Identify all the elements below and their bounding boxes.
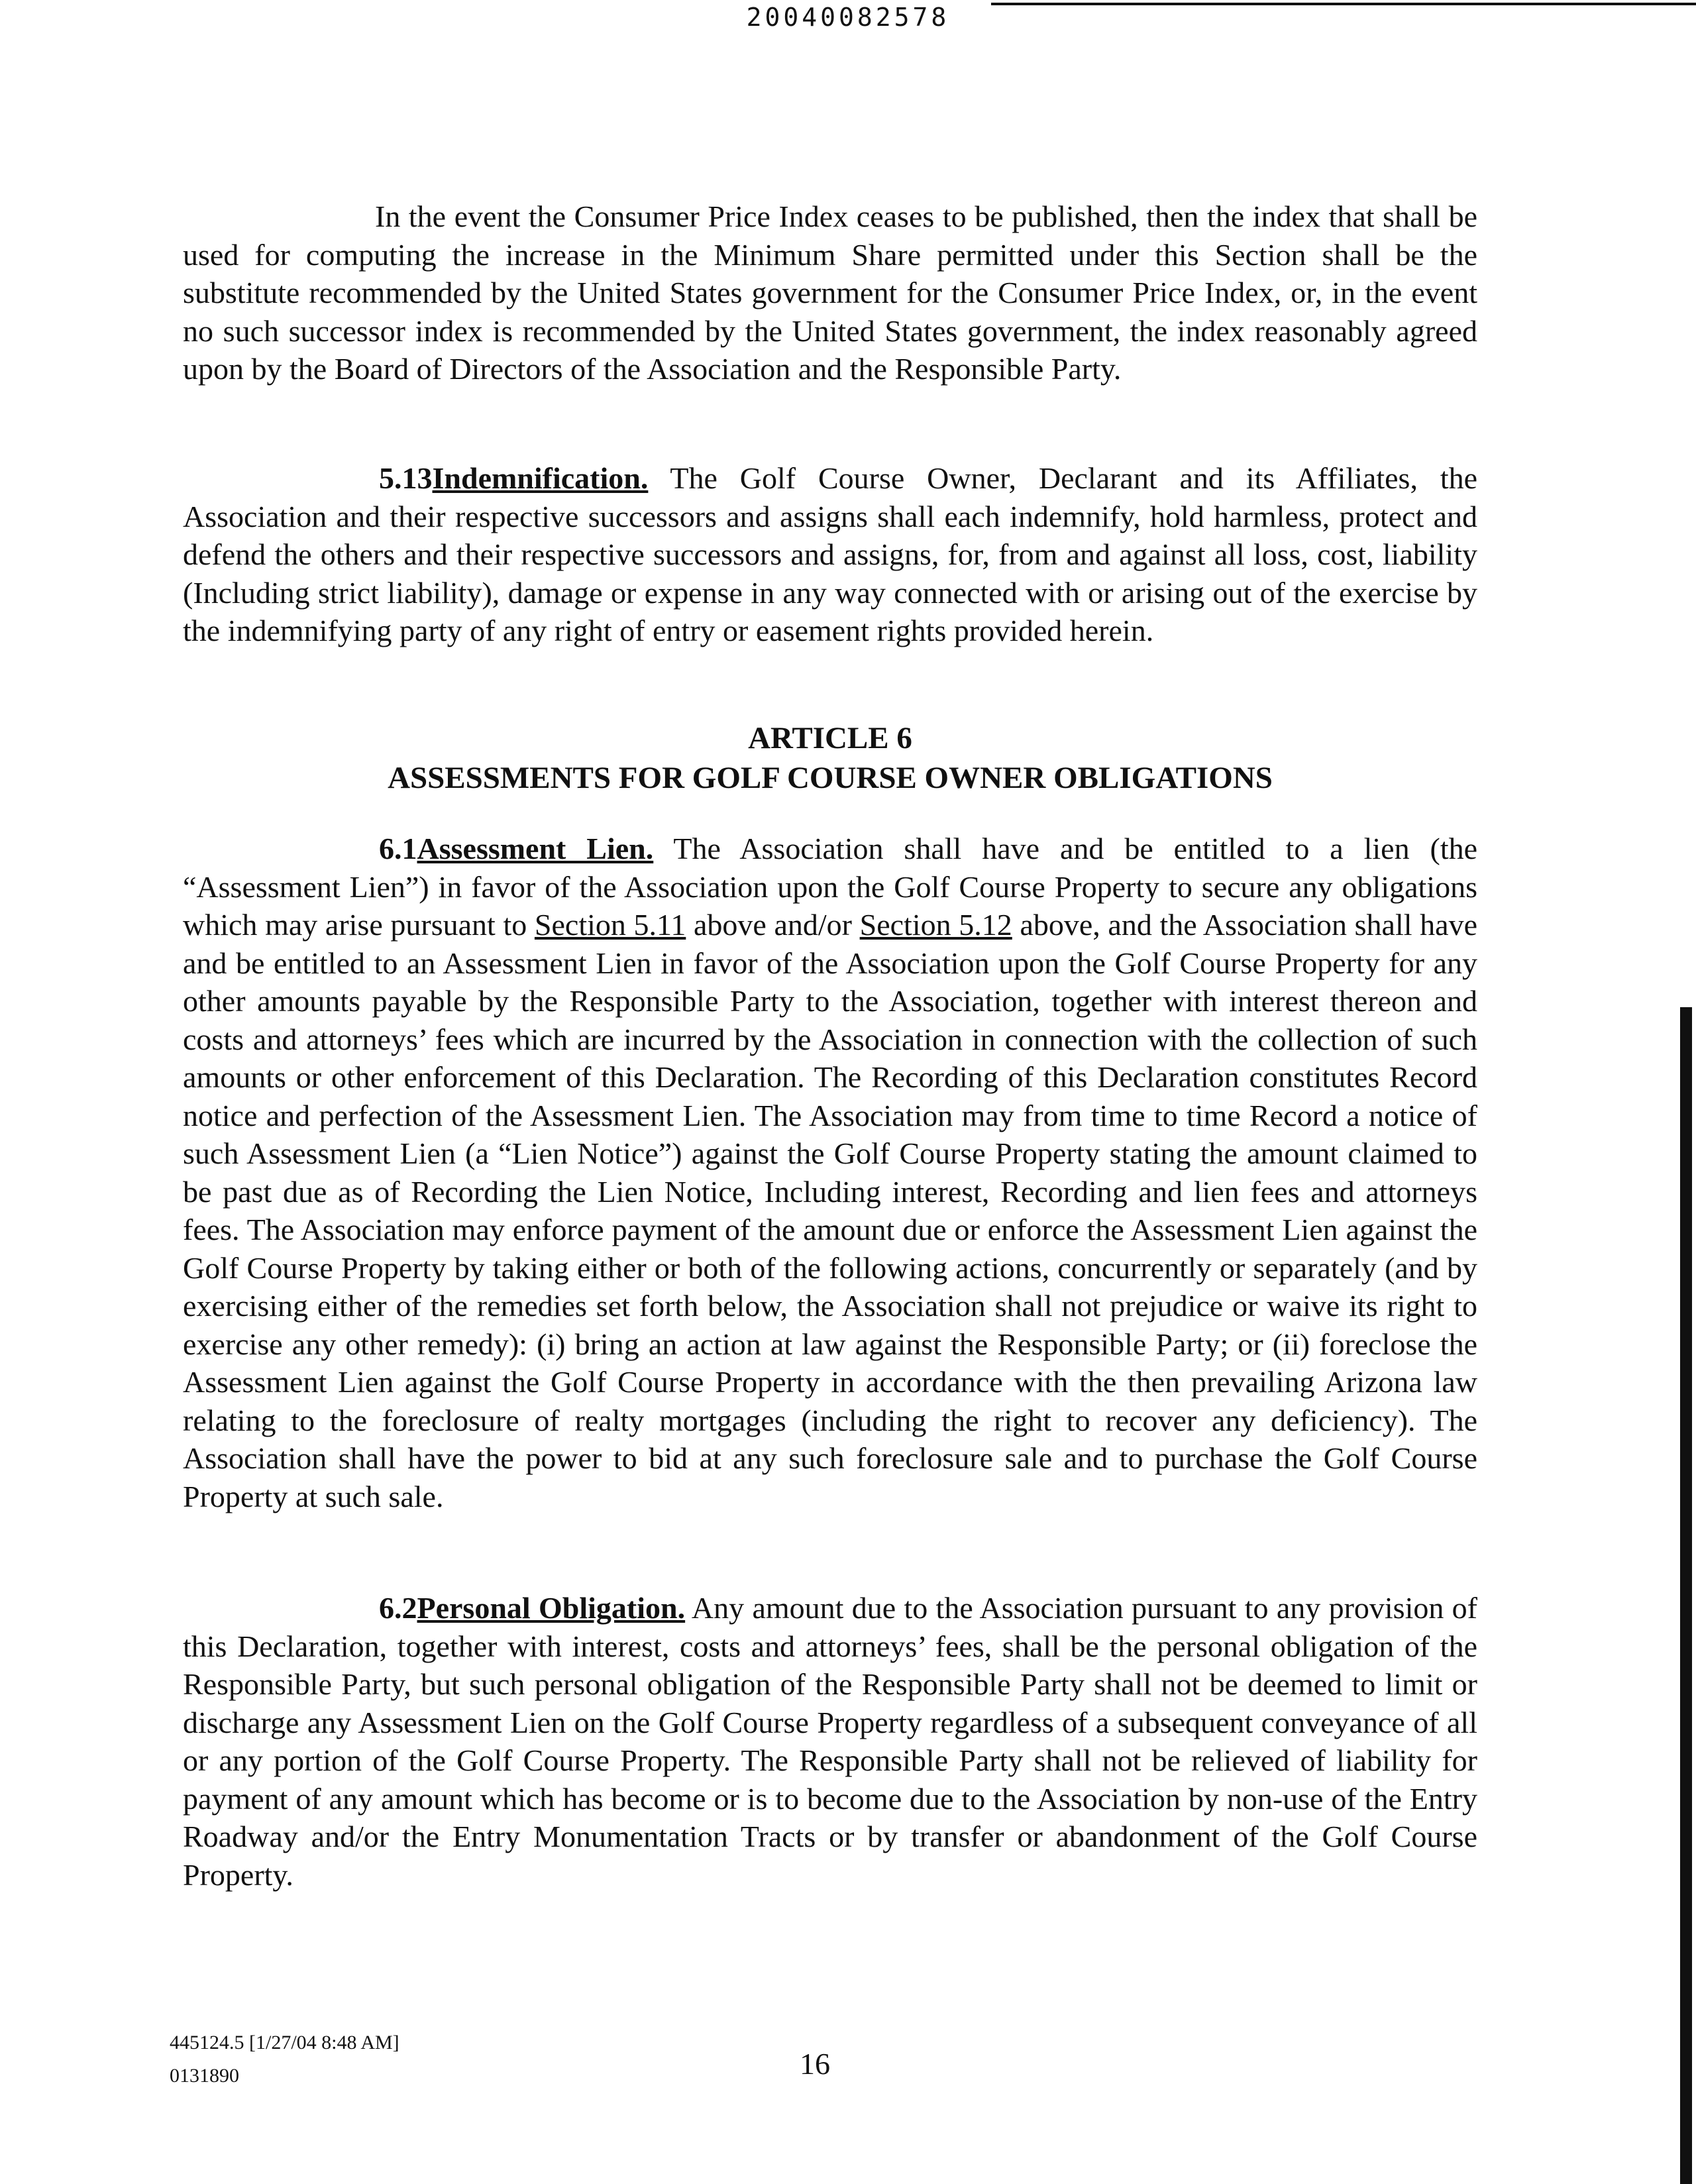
document-version: 445124.5 [1/27/04 8:48 AM] <box>170 2032 399 2053</box>
section-5-12-reference: Section 5.12 <box>859 908 1012 942</box>
section-text: above and/or <box>693 908 852 942</box>
section-text: The Association shall have and be entitled to a lien (the “Assessment Lien”) in favor of the Association upon the Golf Course Property to secure any obligations which may arise pursuant to <box>183 832 1478 942</box>
section-title: Indemnification. <box>432 461 649 495</box>
section-text: above, and the Association shall have and be entitled to an Assessment Lien in favor of the Association upon the Golf Course Property for any other amounts payable by the Responsible Party to the Association, together with interest thereon and costs and attorneys’ fees which are incurred by the Association in connection with the collection of such amounts or other enforcement of this Declaration. The Recording of this Declaration constitutes Record notice and perfection of the Assessment Lien. The Association may from time to time Record a notice of such Assessment Lien (a “Lien Notice”) against the Golf Course Property stating the amount claimed to be past due as of Recording the Lien Notice, Including interest, Recording and lien fees and attorneys fees. The Association may enforce payment of the amount due or enforce the Assessment Lien against the Golf Course Property by taking either or both of the following actions, concurrently or separately (and by exercising either of the remedies set forth below, the Association shall not prejudice or waive its right to exercise any other remedy): (i) bring an action at law against the Responsible Party; or (ii) foreclose the Assessment Lien against the Golf Course Property in accordance with the then prevailing Arizona law relating to the foreclosure of realty mortgages (including the right to recover any deficiency). The Association shall have the power to bid at any such foreclosure sale and to purchase the Golf Course Property at such sale. <box>183 908 1478 1513</box>
section-6-1 <box>183 830 1477 1515</box>
section-text: The Golf Course Owner, Declarant and its Affiliates, the Association and their respective successors and assigns shall each indemnify, hold harmless, protect and defend the others and their respective successors and assigns, for, from and against all loss, cost, liability (Including strict liability), damage or expense in any way connected with or arising out of the exercise by the indemnifying party of any right of entry or easement rights provided herein. <box>183 461 1478 647</box>
section-5-11-reference: Section 5.11 <box>534 908 686 942</box>
section-title: Assessment Lien. <box>417 832 654 865</box>
paragraph-cpi-substitute: In the event the Consumer Price Index ceases to be published, then the index that shall be used for computing the increase in the Minimum Share permitted under this Section shall be the substitute recommended by the United States government for the Consumer Price Index, or, in the event no such successor index is recommended by the United States government, the index reasonably agreed upon by the Board of Directors of the Association and the Responsible Party. <box>183 199 1477 386</box>
section-number: 6.1 <box>379 832 417 865</box>
section-6-2 <box>183 1589 1477 1894</box>
section-title: Personal Obligation. <box>417 1591 686 1625</box>
scan-edge-shadow <box>1680 1007 1692 2184</box>
section-text: Any amount due to the Association pursuant to any provision of this Declaration, together with interest, costs and attorneys’ fees, shall be the personal obligation of the Responsible Party, but such personal obligation of the Responsible Party shall not be deemed to limit or discharge any Assessment Lien on the Golf Course Property regardless of a subsequent conveyance of all or any portion of the Golf Course Property. The Responsible Party shall not be relieved of liability for payment of any amount which has become or is to become due to the Association by non-use of the Entry Roadway and/or the Entry Monumentation Tracts or by transfer or abandonment of the Golf Course Property. <box>183 1591 1477 1892</box>
section-5-13 <box>183 459 1477 650</box>
footer-document-id <box>170 2026 399 2093</box>
article-title: ASSESSMENTS FOR GOLF COURSE OWNER OBLIGATIONS <box>388 761 1273 795</box>
section-number: 5.13 <box>379 461 433 495</box>
article-number: ARTICLE 6 <box>748 721 912 755</box>
page-number: 16 <box>800 2047 830 2081</box>
article-heading <box>183 718 1477 798</box>
section-number: 6.2 <box>379 1591 417 1625</box>
recording-number: 20040082578 <box>746 3 950 32</box>
client-number: 0131890 <box>170 2065 239 2087</box>
